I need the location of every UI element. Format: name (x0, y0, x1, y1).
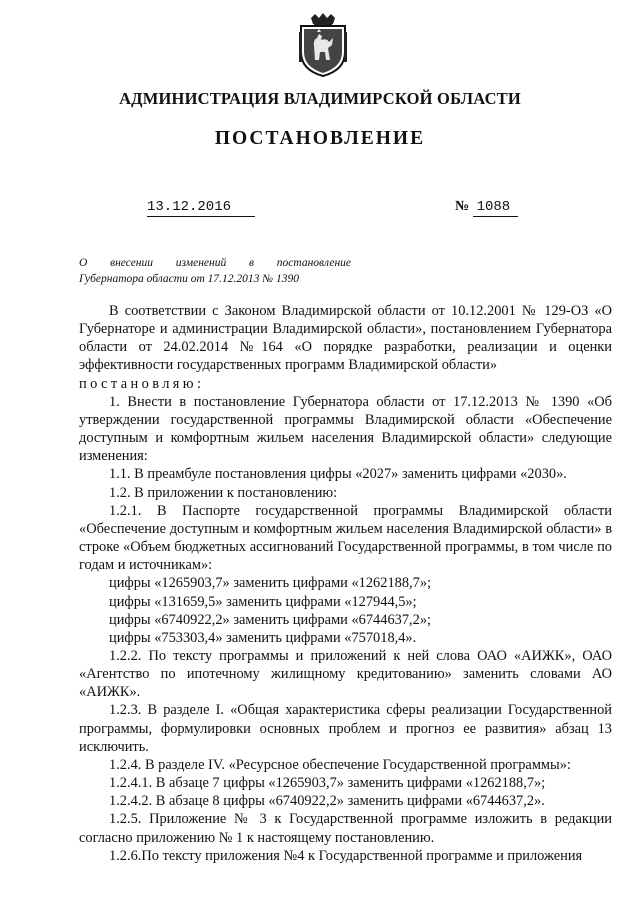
paragraph-1-2: 1.2. В приложении к постановлению: (109, 484, 338, 501)
paragraph-1-2-5: 1.2.5. Приложение № 3 к Государственной программе изложить в редакции согласно приложению № 1 к настоящему постановлению. (79, 811, 612, 846)
document-number (455, 199, 518, 215)
organization-title: АДМИНИСТРАЦИЯ ВЛАДИМИРСКОЙ ОБЛАСТИ (119, 89, 521, 108)
subject-line: О внесении изменений в постановление (79, 257, 351, 269)
paragraph-1: 1. Внести в постановление Губернатора области от 17.12.2013 № 1390 «Об утверждении государственной программы Владимирской области «Обеспечение доступным и комфортным жильем населения Владимирской области» следующие изменения: (79, 393, 612, 465)
paragraph-1-2-3: 1.2.3. В разделе I. «Общая характеристика сферы реализации Государственной программы, формулировки основных проблем и прогноз ее развития» абзац 13 исключить. (79, 702, 612, 755)
subject-line: Губернатора области от 17.12.2013 № 1390 (79, 273, 299, 285)
resolve-word: постановляю: (79, 375, 205, 392)
replacement-line: цифры «753303,4» заменить цифрами «757018,4». (109, 629, 417, 646)
coat-of-arms-icon (297, 12, 349, 78)
number-label: № (455, 199, 470, 214)
paragraph-1-2-2: 1.2.2. По тексту программы и приложений к ней слова ОАО «АИЖК», ОАО «Агентство по ипотечному жилищному кредитованию» заменить словами АО «АИЖК». (79, 647, 612, 701)
paragraph-1-2-4-1: 1.2.4.1. В абзаце 7 цифры «1265903,7» заменить цифрами «1262188,7»; (109, 775, 546, 792)
document-subject (79, 255, 351, 287)
replacement-line: цифры «1265903,7» заменить цифрами «1262188,7»; (109, 575, 432, 592)
document-date: 13.12.2016 (147, 199, 255, 217)
paragraph-1-1: 1.1. В преамбуле постановления цифры «2027» заменить цифрами «2030». (109, 466, 567, 483)
number-value: 1088 (473, 199, 519, 217)
paragraph-1-2-4-2: 1.2.4.2. В абзаце 8 цифры «6740922,2» заменить цифрами «6744637,2». (109, 793, 545, 810)
paragraph-1-2-1: 1.2.1. В Паспорте государственной программы Владимирской области «Обеспечение доступным и комфортным жильем населения Владимирской области» в строке «Объем бюджетных ассигнований Государственной программы, в том числе по годам и источникам»: (79, 502, 612, 574)
document-body (79, 302, 612, 865)
paragraph-1-2-4: 1.2.4. В разделе IV. «Ресурсное обеспечение Государственной программы»: (109, 756, 571, 773)
paragraph-1-2-6: 1.2.6.По тексту приложения №4 к Государственной программе и приложения (109, 847, 583, 864)
preamble-paragraph: В соответствии с Законом Владимирской области от 10.12.2001 № 129-ОЗ «О Губернаторе и администрации Владимирской области», постановлением Губернатора области от 24.02.2014 №164 «О порядке разработки, реализации и оценки эффективности государственных программ Владимирской области» (79, 303, 612, 374)
document-type-title: ПОСТАНОВЛЕНИЕ (214, 128, 426, 149)
replacement-line: цифры «6740922,2» заменить цифрами «6744637,2»; (109, 611, 432, 628)
replacement-line: цифры «131659,5» заменить цифрами «127944,5»; (109, 593, 417, 610)
